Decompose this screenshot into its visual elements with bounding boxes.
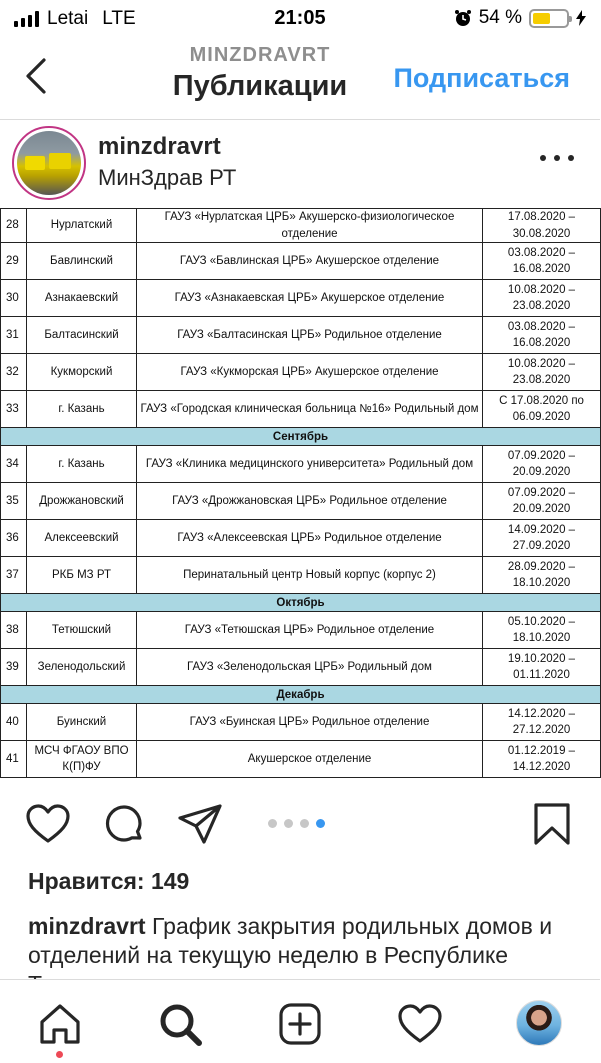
avatar bbox=[17, 131, 81, 195]
date-line: 30.08.2020 bbox=[512, 227, 571, 240]
post-caption bbox=[28, 912, 573, 972]
date-line: 03.08.2020 – bbox=[507, 246, 576, 259]
date-line: 18.10.2020 bbox=[512, 632, 571, 645]
region-cell: Кукморский bbox=[27, 354, 137, 391]
month-row bbox=[1, 686, 601, 704]
region-cell: Нурлатский bbox=[27, 209, 137, 243]
date-line: 06.09.2020 bbox=[512, 411, 571, 424]
post-username[interactable]: minzdravrt bbox=[98, 133, 221, 160]
post-image[interactable] bbox=[0, 208, 600, 780]
table-row bbox=[1, 649, 601, 686]
avatar-ring[interactable] bbox=[12, 126, 86, 200]
institution-cell: ГАУЗ «Зеленодольская ЦРБ» Родильный дом bbox=[137, 649, 483, 686]
date-line: 16.08.2020 bbox=[512, 263, 571, 276]
nav-header bbox=[0, 36, 600, 120]
status-right bbox=[454, 7, 586, 29]
action-bar bbox=[0, 790, 600, 860]
post-location[interactable]: МинЗдрав РТ bbox=[98, 165, 237, 190]
date-line: 17.08.2020 – bbox=[507, 211, 576, 223]
carousel-dots bbox=[268, 819, 325, 828]
institution-cell: ГАУЗ «Буинская ЦРБ» Родильное отделение bbox=[137, 704, 483, 741]
date-line: 14.09.2020 – bbox=[507, 523, 576, 536]
month-row bbox=[1, 594, 601, 612]
date-line: 03.08.2020 – bbox=[507, 320, 576, 333]
row-number: 41 bbox=[1, 741, 27, 778]
date-cell bbox=[483, 209, 601, 243]
carrier-label: Letai bbox=[47, 8, 89, 29]
region-cell: Алексеевский bbox=[27, 520, 137, 557]
likes-count[interactable]: Нравится: 149 bbox=[28, 868, 190, 894]
row-number: 33 bbox=[1, 391, 27, 428]
date-line: 20.09.2020 bbox=[512, 466, 571, 479]
date-cell bbox=[483, 649, 601, 686]
institution-cell: ГАУЗ «Городская клиническая больница №16» Родильный дом bbox=[137, 391, 483, 428]
date-line: 23.08.2020 bbox=[512, 374, 571, 387]
bookmark-icon[interactable] bbox=[528, 800, 576, 848]
date-line: 23.08.2020 bbox=[512, 300, 571, 313]
date-line: 05.10.2020 – bbox=[507, 615, 576, 628]
date-line: 10.08.2020 – bbox=[507, 283, 576, 296]
institution-cell: ГАУЗ «Тетюшская ЦРБ» Родильное отделение bbox=[137, 612, 483, 649]
region-cell: Азнакаевский bbox=[27, 280, 137, 317]
date-line: 10.08.2020 – bbox=[507, 357, 576, 370]
institution-cell: ГАУЗ «Клиника медицинского университета» Родильный дом bbox=[137, 446, 483, 483]
activity-heart-icon[interactable] bbox=[396, 1000, 444, 1048]
region-cell: Дрожжановский bbox=[27, 483, 137, 520]
row-number: 30 bbox=[1, 280, 27, 317]
region-cell: Буинский bbox=[27, 704, 137, 741]
table-row bbox=[1, 520, 601, 557]
region-cell: Зеленодольский bbox=[27, 649, 137, 686]
charging-icon bbox=[576, 10, 586, 26]
table-row bbox=[1, 557, 601, 594]
row-number: 29 bbox=[1, 243, 27, 280]
schedule-table bbox=[0, 208, 601, 778]
date-line: 27.12.2020 bbox=[512, 724, 571, 737]
table-row bbox=[1, 446, 601, 483]
date-cell bbox=[483, 317, 601, 354]
region-cell: г. Казань bbox=[27, 446, 137, 483]
table-row bbox=[1, 280, 601, 317]
table-row bbox=[1, 391, 601, 428]
institution-cell: Акушерское отделение bbox=[137, 741, 483, 778]
date-line: 27.09.2020 bbox=[512, 540, 571, 553]
status-bar bbox=[0, 0, 600, 36]
account-subtitle: MINZDRAVRT bbox=[189, 44, 331, 66]
table-row bbox=[1, 741, 601, 778]
institution-cell: ГАУЗ «Алексеевская ЦРБ» Родильное отделение bbox=[137, 520, 483, 557]
month-label: Сентябрь bbox=[1, 428, 601, 446]
month-label: Октябрь bbox=[1, 594, 601, 612]
date-line: 07.09.2020 – bbox=[507, 486, 576, 499]
profile-avatar[interactable] bbox=[516, 1000, 562, 1046]
date-cell bbox=[483, 741, 601, 778]
subscribe-button[interactable]: Подписаться bbox=[393, 63, 570, 93]
date-line: 20.09.2020 bbox=[512, 503, 571, 516]
table-row bbox=[1, 243, 601, 280]
institution-cell: ГАУЗ «Нурлатская ЦРБ» Акушерско-физиологическое отделение bbox=[137, 209, 483, 243]
region-cell: МСЧ ФГАОУ ВПО К(П)ФУ bbox=[27, 741, 137, 778]
date-cell bbox=[483, 280, 601, 317]
month-row bbox=[1, 428, 601, 446]
region-cell: Балтасинский bbox=[27, 317, 137, 354]
date-line: 16.08.2020 bbox=[512, 337, 571, 350]
date-cell bbox=[483, 557, 601, 594]
row-number: 37 bbox=[1, 557, 27, 594]
institution-cell: Перинатальный центр Новый корпус (корпус 2) bbox=[137, 557, 483, 594]
search-icon[interactable] bbox=[156, 1000, 204, 1048]
caption-username[interactable]: minzdravrt bbox=[28, 913, 146, 939]
network-label: LTE bbox=[102, 8, 136, 29]
region-cell: Бавлинский bbox=[27, 243, 137, 280]
home-icon[interactable] bbox=[36, 1000, 84, 1048]
caption-text: График закрытия родильных домов и отделений на текущую неделю в Республике bbox=[28, 913, 553, 968]
date-cell bbox=[483, 354, 601, 391]
month-label: Декабрь bbox=[1, 686, 601, 704]
comment-icon[interactable] bbox=[100, 800, 148, 848]
table-row bbox=[1, 704, 601, 741]
region-cell: Тетюшский bbox=[27, 612, 137, 649]
institution-cell: ГАУЗ «Кукморская ЦРБ» Акушерское отделение bbox=[137, 354, 483, 391]
battery-icon bbox=[529, 9, 569, 28]
date-line: 14.12.2020 bbox=[512, 761, 571, 774]
row-number: 35 bbox=[1, 483, 27, 520]
carousel-dot bbox=[316, 819, 325, 828]
row-number: 28 bbox=[1, 209, 27, 243]
institution-cell: ГАУЗ «Азнакаевская ЦРБ» Акушерское отделение bbox=[137, 280, 483, 317]
row-number: 32 bbox=[1, 354, 27, 391]
row-number: 38 bbox=[1, 612, 27, 649]
date-cell bbox=[483, 391, 601, 428]
clock: 21:05 bbox=[274, 7, 326, 29]
institution-cell: ГАУЗ «Балтасинская ЦРБ» Родильное отделение bbox=[137, 317, 483, 354]
date-cell bbox=[483, 704, 601, 741]
row-number: 40 bbox=[1, 704, 27, 741]
bottom-tab-bar bbox=[0, 979, 600, 1063]
date-line: С 17.08.2020 по bbox=[499, 394, 584, 407]
heart-icon[interactable] bbox=[24, 800, 72, 848]
row-number: 31 bbox=[1, 317, 27, 354]
date-cell bbox=[483, 520, 601, 557]
table-row bbox=[1, 354, 601, 391]
carousel-dot bbox=[268, 819, 277, 828]
table-row bbox=[1, 209, 601, 243]
send-icon[interactable] bbox=[176, 800, 224, 848]
page-title: Публикации bbox=[172, 70, 348, 102]
row-number: 39 bbox=[1, 649, 27, 686]
date-line: 14.12.2020 – bbox=[507, 707, 576, 720]
row-number: 36 bbox=[1, 520, 27, 557]
carousel-dot bbox=[284, 819, 293, 828]
region-cell: РКБ МЗ РТ bbox=[27, 557, 137, 594]
notification-dot bbox=[56, 1051, 63, 1058]
date-cell bbox=[483, 483, 601, 520]
more-icon[interactable] bbox=[540, 151, 574, 165]
date-cell bbox=[483, 243, 601, 280]
date-line: 19.10.2020 – bbox=[507, 652, 576, 665]
table-row bbox=[1, 483, 601, 520]
region-cell: г. Казань bbox=[27, 391, 137, 428]
institution-cell: ГАУЗ «Бавлинская ЦРБ» Акушерское отделение bbox=[137, 243, 483, 280]
date-cell bbox=[483, 446, 601, 483]
institution-cell: ГАУЗ «Дрожжановская ЦРБ» Родильное отделение bbox=[137, 483, 483, 520]
date-cell bbox=[483, 612, 601, 649]
date-line: 01.12.2019 – bbox=[507, 744, 576, 757]
battery-percent: 54 % bbox=[478, 7, 522, 28]
table-row bbox=[1, 612, 601, 649]
carousel-dot bbox=[300, 819, 309, 828]
table-row bbox=[1, 317, 601, 354]
date-line: 28.09.2020 – bbox=[507, 560, 576, 573]
date-line: 01.11.2020 bbox=[513, 669, 570, 682]
add-icon[interactable] bbox=[276, 1000, 324, 1048]
alarm-icon bbox=[454, 9, 472, 27]
date-line: 18.10.2020 bbox=[512, 577, 571, 590]
row-number: 34 bbox=[1, 446, 27, 483]
date-line: 07.09.2020 – bbox=[507, 449, 576, 462]
post-header bbox=[0, 121, 600, 207]
